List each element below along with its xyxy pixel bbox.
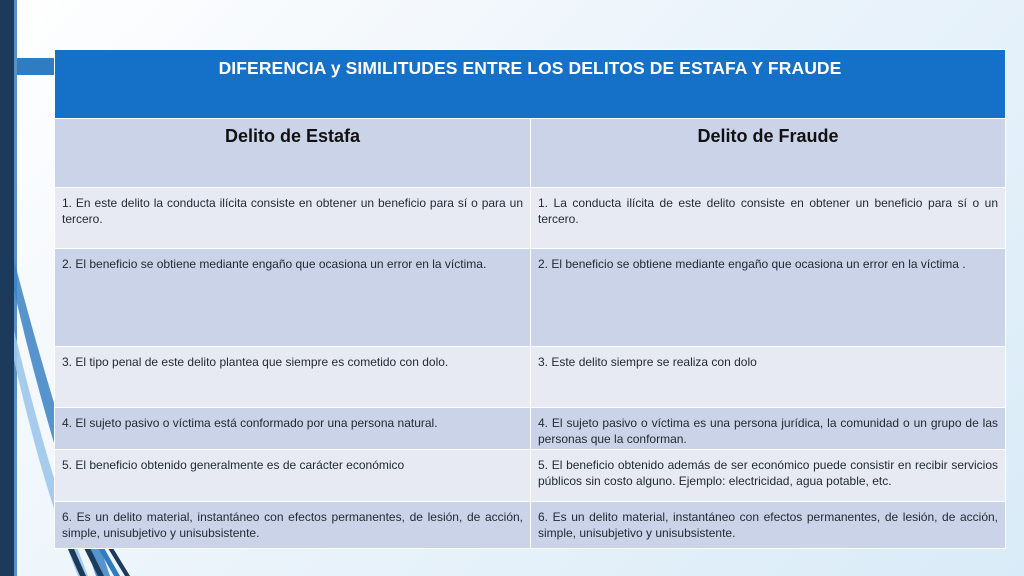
table-cell: 6. Es un delito material, instantáneo con efectos permanentes, de lesión, de acción, simple, unisubjetivo y unisubsistente. [55,502,531,549]
column-header-estafa: Delito de Estafa [55,119,531,188]
table-cell: 3. Este delito siempre se realiza con dolo [531,347,1006,408]
table-cell: 2. El beneficio se obtiene mediante engaño que ocasiona un error en la víctima. [55,249,531,347]
table-cell: 1. La conducta ilícita de este delito consiste en obtener un beneficio para sí o un tercero. [531,188,1006,249]
table-cell: 2. El beneficio se obtiene mediante engaño que ocasiona un error en la víctima . [531,249,1006,347]
table-cell: 1. En este delito la conducta ilícita consiste en obtener un beneficio para sí o para un tercero. [55,188,531,249]
table-cell: 3. El tipo penal de este delito plantea que siempre es cometido con dolo. [55,347,531,408]
column-header-fraude: Delito de Fraude [531,119,1006,188]
table-cell: 4. El sujeto pasivo o víctima está conformado por una persona natural. [55,408,531,450]
comparison-table [54,49,1006,549]
table-cell: 5. El beneficio obtenido generalmente es de carácter económico [55,450,531,502]
table-title: DIFERENCIA y SIMILITUDES ENTRE LOS DELITOS DE ESTAFA Y FRAUDE [55,50,1006,119]
header-row [55,119,1006,188]
table-row [55,450,1006,502]
table-cell: 6. Es un delito material, instantáneo con efectos permanentes, de lesión, de acción, simple, unisubjetivo y unisubsistente. [531,502,1006,549]
table-row [55,408,1006,450]
table-row [55,249,1006,347]
table-row [55,188,1006,249]
table-row [55,347,1006,408]
title-row [55,50,1006,119]
table-row [55,502,1006,549]
table-cell: 5. El beneficio obtenido además de ser económico puede consistir en recibir servicios públicos sin costo alguno. Ejemplo: electricidad, agua potable, etc. [531,450,1006,502]
table-cell: 4. El sujeto pasivo o víctima es una persona jurídica, la comunidad o un grupo de las personas que la conforman. [531,408,1006,450]
